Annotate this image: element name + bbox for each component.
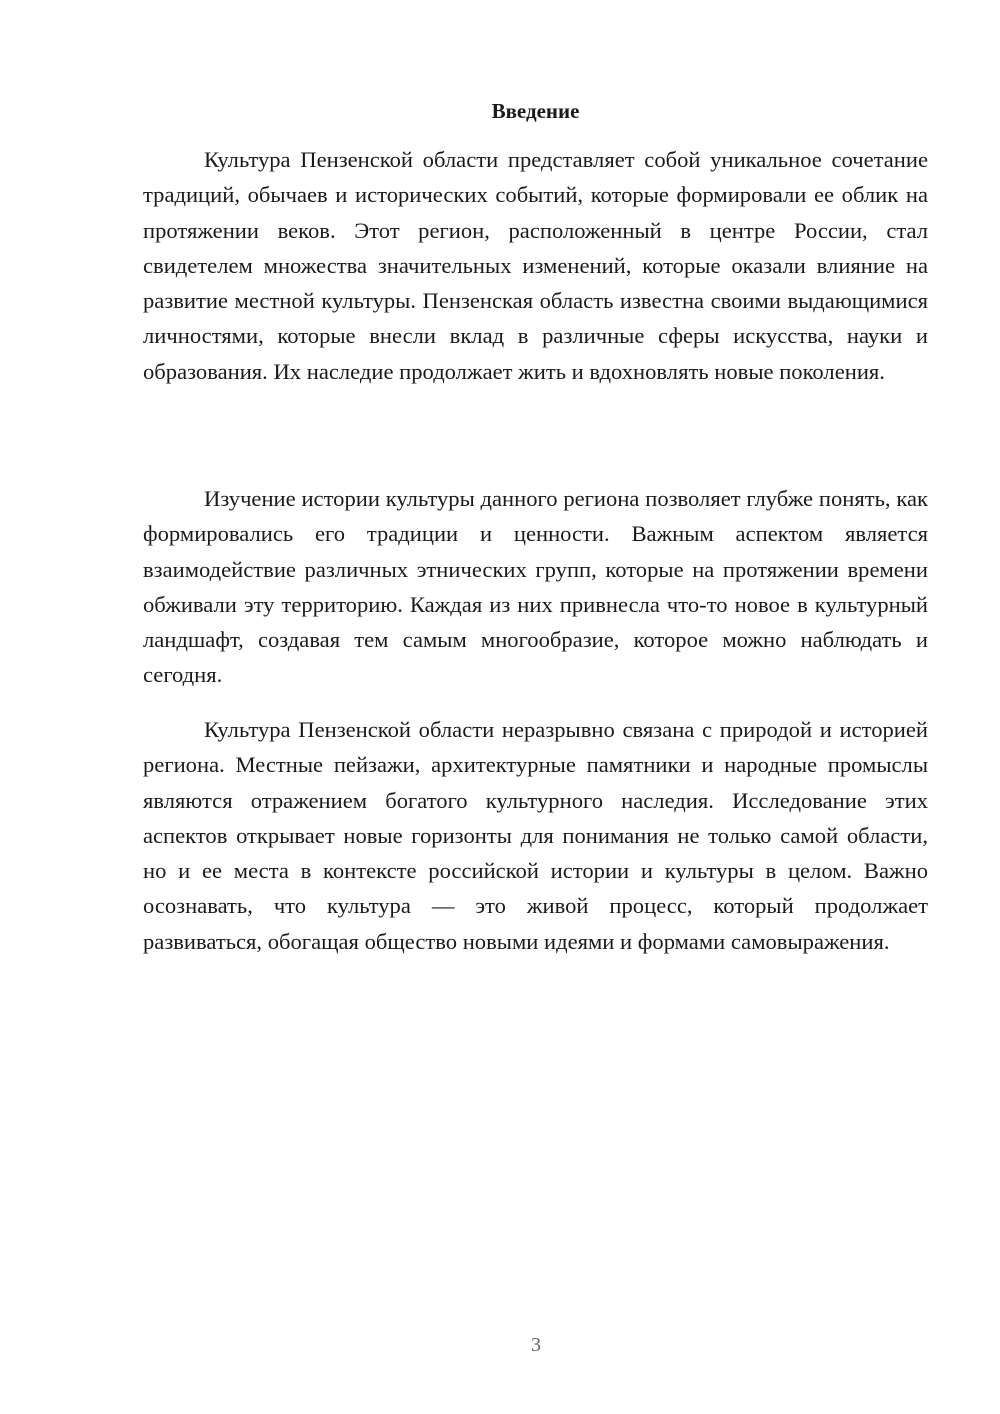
page-title: Введение <box>491 99 580 123</box>
page-number: 3 <box>531 1334 541 1356</box>
paragraph-2: Изучение истории культуры данного региона позволяет глубже понять, как формировались его традиции и ценности. Важным аспектом является взаимодействие различных этнических групп, которые на протяжении времени обживали эту территорию. Каждая из них привнесла что-то новое в культурный ландшафт, создавая тем самым многообразие, которое можно наблюдать и сегодня. <box>143 486 928 688</box>
paragraph-1: Культура Пензенской области представляет собой уникальное сочетание традиций, обычаев и исторических событий, которые формировали ее облик на протяжении веков. Этот регион, расположенный в центре России, стал свидетелем множества значительных изменений, которые оказали влияние на развитие местной культуры. Пензенская область известна своими выдающимися личностями, которые внесли вклад в различные сферы искусства, науки и образования. Их наследие продолжает жить и вдохновлять новые поколения. <box>143 147 928 384</box>
paragraph-3: Культура Пензенской области неразрывно связана с природой и историей региона. Местные пейзажи, архитектурные памятники и народные промыслы являются отражением богатого культурного наследия. Исследование этих аспектов открывает новые горизонты для понимания не только самой области, но и ее места в контексте российской истории и культуры в целом. Важно осознавать, что культура — это живой процесс, который продолжает развиваться, обогащая общество новыми идеями и формами самовыражения. <box>143 717 928 954</box>
